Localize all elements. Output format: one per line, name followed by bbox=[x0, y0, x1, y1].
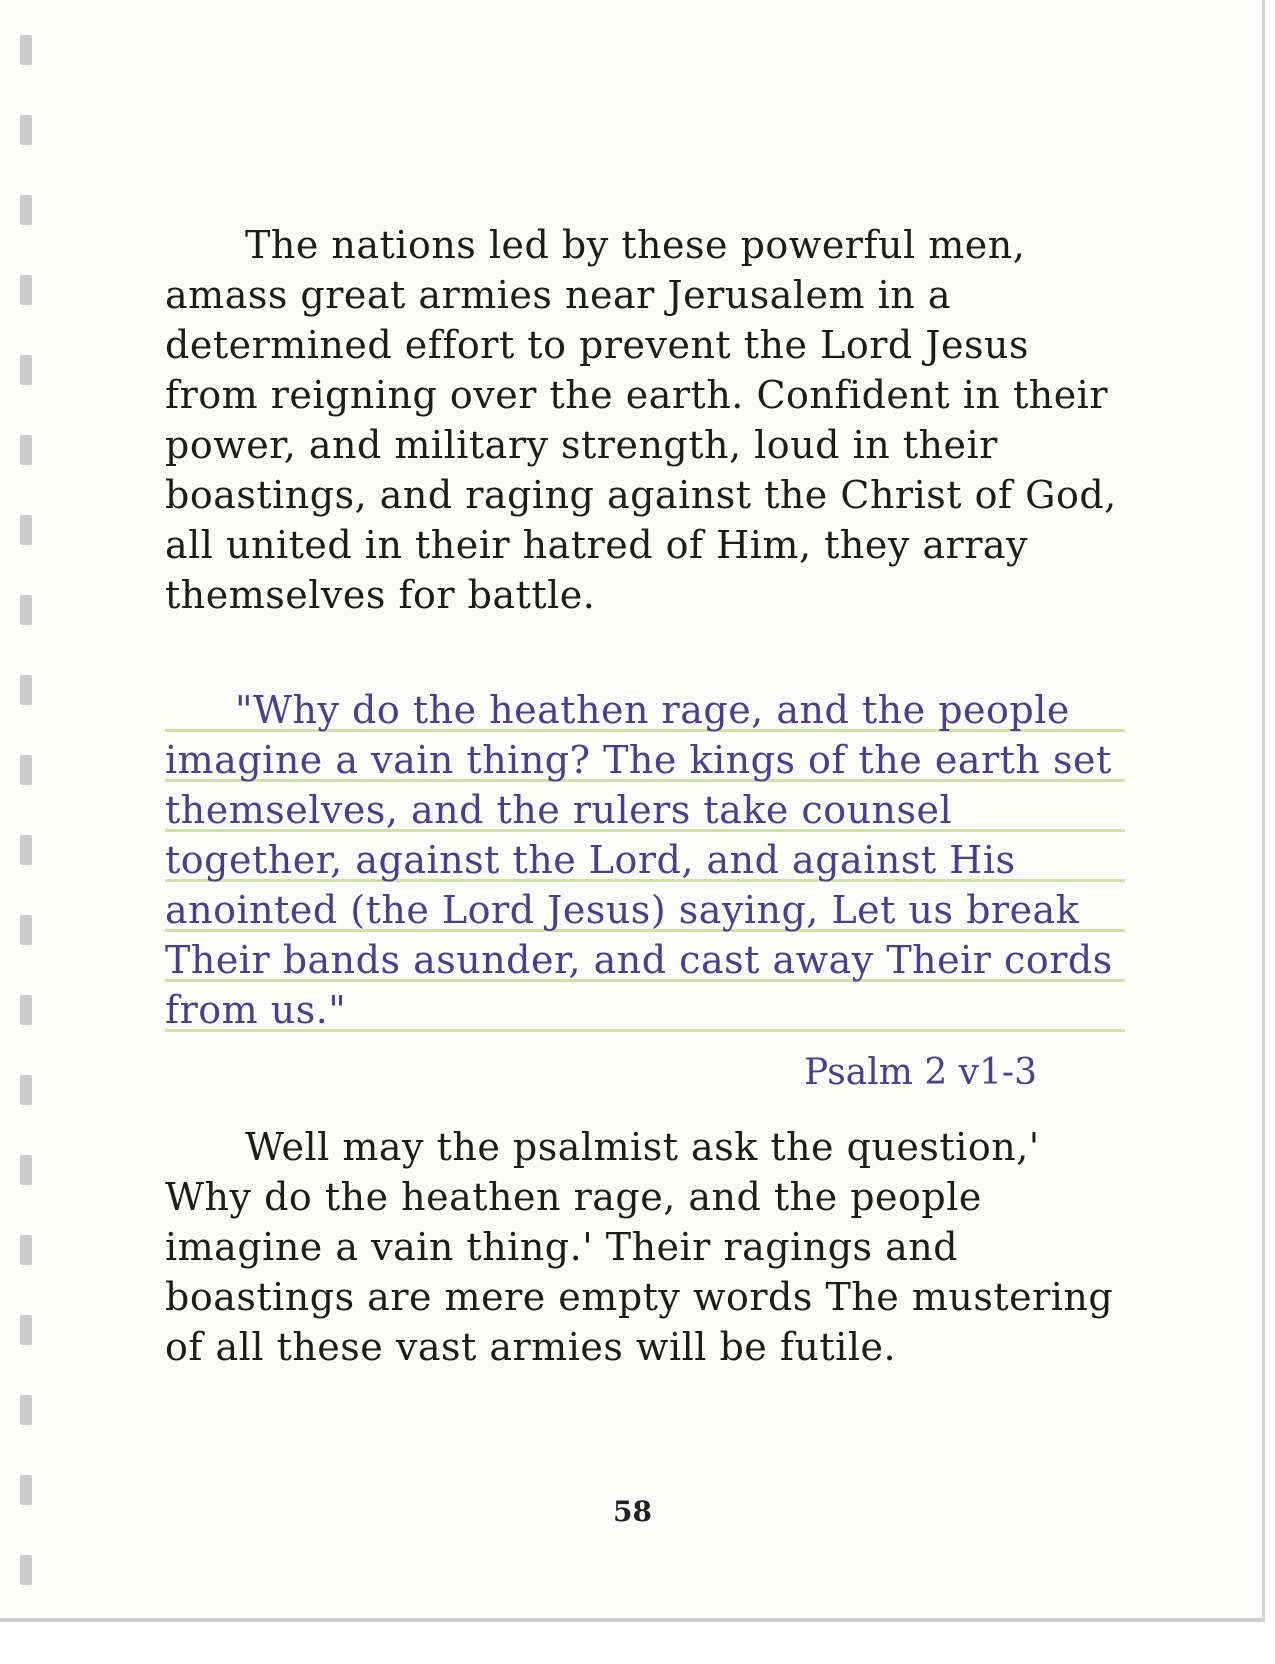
scripture-reference: Psalm 2 v1-3 bbox=[804, 1052, 1037, 1093]
binding-hole bbox=[20, 1235, 32, 1265]
binding-holes bbox=[20, 35, 36, 1595]
binding-hole bbox=[20, 595, 32, 625]
body-paragraph-1: The nations led by these powerful men, amass great armies near Jerusalem in a determined effort to prevent the Lord Jesus from reigning over the earth. Confident in their power, and military strength, loud in their boastings, and raging against the Christ of God, all united in their hatred of Him, they array themselves for battle. bbox=[165, 223, 1117, 617]
body-paragraph-2: Well may the psalmist ask the question,' Why do the heathen rage, and the people imagine a vain thing.' Their ragings and boastings are mere empty words The mustering of all these vast armies will be futile. bbox=[165, 1125, 1114, 1369]
scripture-quote: "Why do the heathen rage, and the people imagine a vain thing? The kings of the earth set themselves, and the rulers take counsel together, against the Lord, and against His anointed (the Lord Jesus) saying, Let us break Their bands asunder, and cast away Their cords from us." bbox=[165, 685, 1125, 1035]
page-number: 58 bbox=[613, 1495, 652, 1528]
binding-hole bbox=[20, 355, 32, 385]
binding-hole bbox=[20, 1315, 32, 1345]
binding-hole bbox=[20, 835, 32, 865]
binding-hole bbox=[20, 515, 32, 545]
binding-hole bbox=[20, 1155, 32, 1185]
binding-hole bbox=[20, 115, 32, 145]
binding-hole bbox=[20, 675, 32, 705]
binding-hole bbox=[20, 275, 32, 305]
binding-hole bbox=[20, 755, 32, 785]
binding-hole bbox=[20, 1395, 32, 1425]
binding-hole bbox=[20, 1555, 32, 1585]
binding-hole bbox=[20, 995, 32, 1025]
binding-hole bbox=[20, 1075, 32, 1105]
binding-hole bbox=[20, 915, 32, 945]
binding-hole bbox=[20, 35, 32, 65]
binding-hole bbox=[20, 435, 32, 465]
binding-hole bbox=[20, 195, 32, 225]
